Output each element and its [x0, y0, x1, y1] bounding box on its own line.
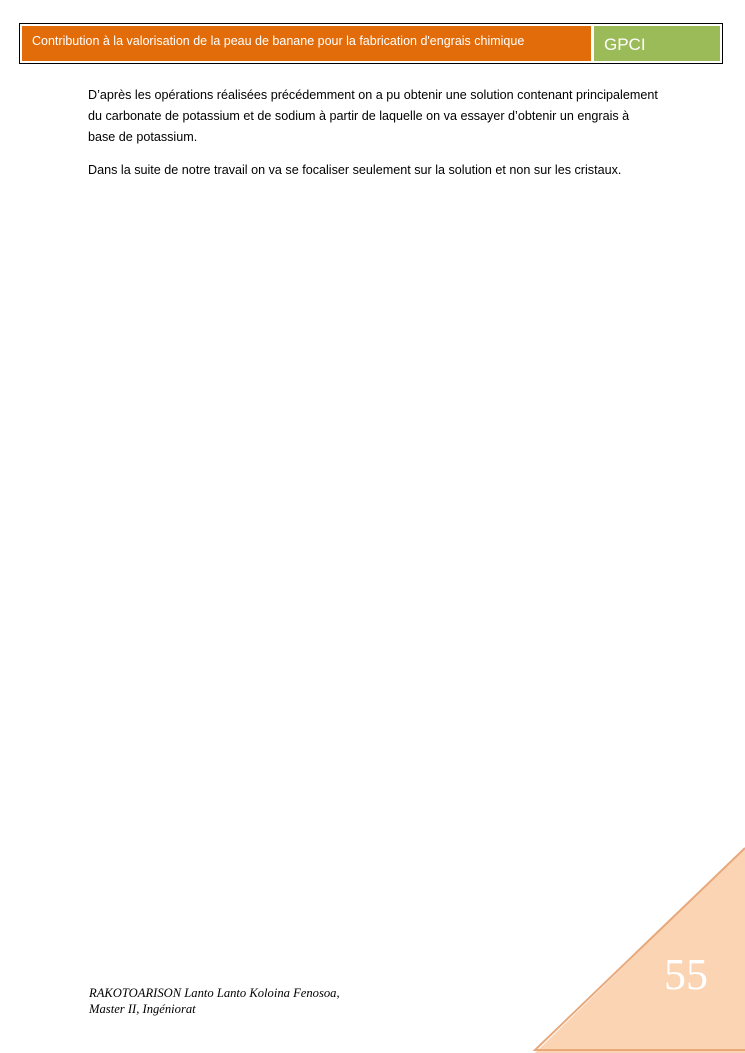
header-title: Contribution à la valorisation de la peau de banane pour la fabrication d'engrais chimique	[22, 26, 591, 61]
body-paragraph-2: Dans la suite de notre travail on va se focaliser seulement sur la solution et non sur les cristaux.	[88, 163, 622, 177]
footer-author-name: RAKOTOARISON Lanto Lanto Koloina Fenosoa,	[89, 986, 340, 1000]
footer-author-degree: Master II, Ingéniorat	[89, 1002, 196, 1016]
page-number: 55	[664, 950, 708, 999]
header-code: GPCI	[594, 26, 720, 61]
body-paragraph-1: D’après les opérations réalisées précédemment on a pu obtenir une solution contenant principalement du carbonate de potassium et de sodium à partir de laquelle on va essayer d’obtenir un engrais à base de potassium.	[88, 88, 658, 144]
